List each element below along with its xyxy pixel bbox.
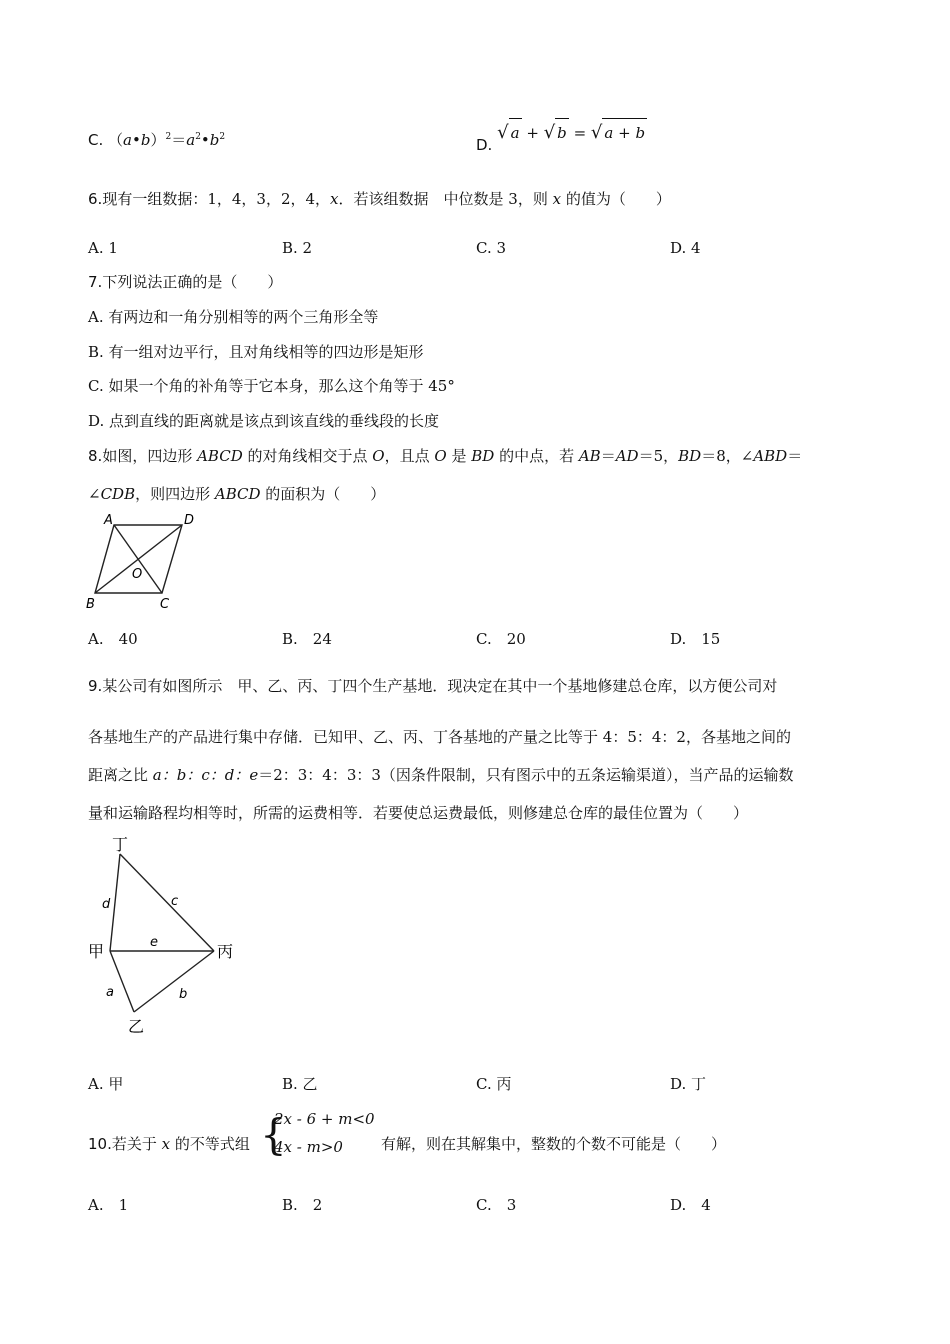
q6-option-c[interactable]: C. 3 bbox=[476, 239, 507, 257]
edge-label-e: e bbox=[150, 935, 158, 950]
q9-option-a[interactable]: A. 甲 bbox=[88, 1075, 124, 1093]
inequality-1: 2x - 6 + m<0 bbox=[274, 1110, 375, 1128]
q10-option-d[interactable]: D. 4 bbox=[670, 1196, 711, 1214]
q8-option-b[interactable]: B. 24 bbox=[282, 630, 332, 648]
q7-option-a[interactable]: A. 有两边和一角分别相等的两个三角形全等 bbox=[88, 308, 379, 326]
edge-label-d: d bbox=[102, 897, 111, 912]
radical-sign: √ bbox=[543, 122, 556, 143]
q7-option-b[interactable]: B. 有一组对边平行，且对角线相等的四边形是矩形 bbox=[88, 343, 424, 361]
question-number: 10. bbox=[88, 1135, 112, 1153]
vertex-label-b: B bbox=[86, 597, 95, 612]
transport-network-figure bbox=[82, 830, 252, 1040]
question-9-line-1: 9.某公司有如图所示 甲、乙、丙、丁四个生产基地．现决定在其中一个基地修建总仓库，以方便公司对 bbox=[88, 677, 778, 695]
option-label: C. bbox=[88, 131, 104, 149]
q10-option-c[interactable]: C. 3 bbox=[476, 1196, 517, 1214]
edge-b bbox=[134, 951, 214, 1012]
edge-label-a: a bbox=[106, 985, 114, 1000]
q5-option-c: C. $(a•b)^2=a^2•b^2$ bbox=[88, 131, 226, 149]
vertex-label-c: C bbox=[160, 597, 170, 612]
q9-option-d[interactable]: D. 丁 bbox=[670, 1075, 707, 1093]
question-7: 7.下列说法正确的是（ ） bbox=[88, 273, 283, 291]
inequality-2: 4x - m>0 bbox=[274, 1138, 343, 1156]
q9-option-b[interactable]: B. 乙 bbox=[282, 1075, 318, 1093]
q10-option-a[interactable]: A. 1 bbox=[88, 1196, 129, 1214]
question-number: 9. bbox=[88, 677, 103, 695]
question-number: 7. bbox=[88, 273, 103, 291]
node-label-bing: 丙 bbox=[217, 942, 234, 961]
q8-option-c[interactable]: C. 20 bbox=[476, 630, 526, 648]
question-number: 8. bbox=[88, 447, 103, 465]
option-label: D. bbox=[476, 136, 493, 154]
question-10: 10.若关于 x 的不等式组 bbox=[88, 1135, 250, 1153]
radical-sign: √ bbox=[590, 122, 603, 143]
vertex-label-d: D bbox=[184, 513, 195, 528]
node-label-jia: 甲 bbox=[88, 942, 105, 961]
edge-label-b: b bbox=[179, 987, 188, 1002]
question-9-line-2: 各基地生产的产品进行集中存储．已知甲、乙、丙、丁各基地的产量之比等于 4：5：4：2，各基地之间的 bbox=[88, 728, 791, 746]
diagonal-bd bbox=[95, 525, 182, 593]
question-10-tail: 有解，则在其解集中，整数的个数不可能是（ ） bbox=[381, 1135, 727, 1153]
node-label-ding: 丁 bbox=[112, 835, 129, 854]
question-number: 6. bbox=[88, 190, 103, 208]
q6-option-d[interactable]: D. 4 bbox=[670, 239, 701, 257]
question-9-line-4: 量和运输路程均相等时，所需的运费相等．若要使总运费最低，则修建总仓库的最佳位置为（ ） bbox=[88, 804, 749, 822]
question-8-line-2: ∠CDB，则四边形 ABCD 的面积为（ ） bbox=[88, 485, 386, 503]
edge-a bbox=[110, 951, 134, 1012]
q10-option-b[interactable]: B. 2 bbox=[282, 1196, 323, 1214]
q8-option-d[interactable]: D. 15 bbox=[670, 630, 721, 648]
system-brace: { bbox=[260, 1110, 287, 1159]
quadrilateral-figure bbox=[82, 510, 212, 615]
q8-option-a[interactable]: A. 40 bbox=[88, 630, 138, 648]
edge-d bbox=[110, 854, 120, 951]
center-label-o: O bbox=[132, 567, 143, 582]
q6-option-b[interactable]: B. 2 bbox=[282, 239, 313, 257]
edge-c bbox=[120, 854, 214, 951]
node-label-yi: 乙 bbox=[128, 1017, 145, 1036]
radical-sign: √ bbox=[497, 122, 509, 143]
question-9-line-3: 距离之比 a：b：c：d：e＝2：3：4：3：3（因条件限制，只有图示中的五条运输渠道），当产品的运输数 bbox=[88, 766, 794, 784]
question-8-line-1: 8.如图，四边形 ABCD 的对角线相交于点 O，且点 O 是 BD 的中点，若 AB＝AD＝5，BD＝8，∠ABD＝ bbox=[88, 447, 803, 465]
q9-option-c[interactable]: C. 丙 bbox=[476, 1075, 512, 1093]
q6-option-a[interactable]: A. 1 bbox=[88, 239, 118, 257]
vertex-label-a: A bbox=[104, 513, 113, 528]
q5-option-d: D. √ a + √ b = √ a + b bbox=[476, 118, 647, 147]
edge-label-c: c bbox=[171, 894, 179, 909]
q7-option-d[interactable]: D. 点到直线的距离就是该点到该直线的垂线段的长度 bbox=[88, 412, 440, 430]
question-6: 6.现有一组数据：1，4，3，2，4，x．若该组数据 中位数是 3，则 x 的值为（ ） bbox=[88, 190, 671, 208]
q7-option-c[interactable]: C. 如果一个角的补角等于它本身，那么这个角等于 45° bbox=[88, 377, 455, 395]
